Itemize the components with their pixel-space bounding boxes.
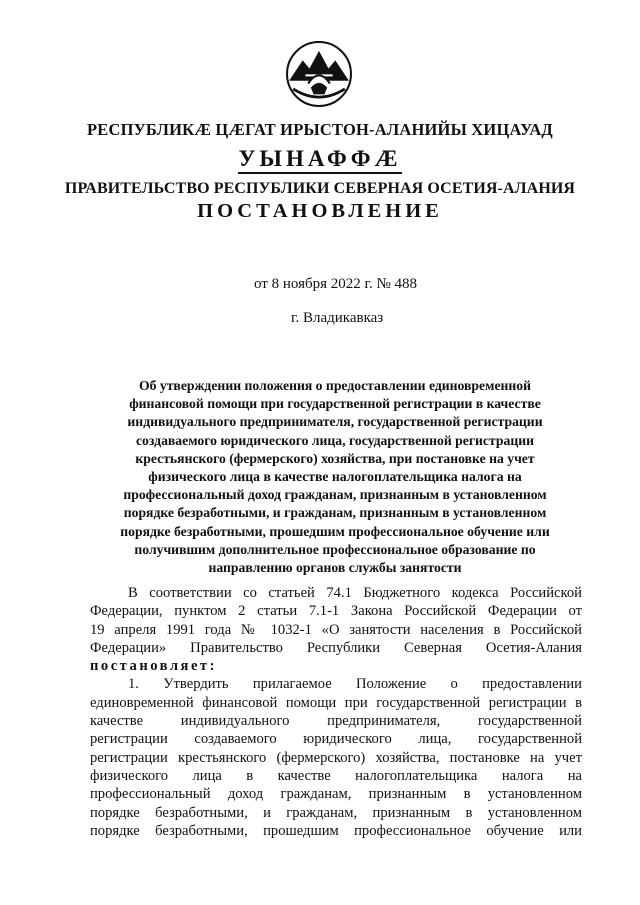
subject-line: создаваемого юридического лица, государственной регистрации — [135, 432, 535, 448]
body-text — [90, 584, 582, 840]
doc-type-russian: ПОСТАНОВЛЕНИЕ — [197, 200, 443, 222]
subject-line: крестьянского (фермерского) хозяйства, при постановке на учет — [135, 450, 535, 466]
subject-line: порядке безработными, и гражданам, признанным в установленном — [123, 505, 547, 521]
subject-line: физического лица в качестве налогоплательщика налога на — [148, 469, 522, 485]
body-line: порядке безработными, и гражданам, признанным в установленном — [90, 804, 582, 821]
body-line: 1. Утвердить прилагаемое Положение о предоставлении — [128, 676, 582, 693]
body-line: единовременной финансовой помощи при государственной регистрации в — [90, 694, 582, 711]
subject-line: финансовой помощи при государственной регистрации в качестве — [129, 396, 541, 412]
doc-type-ossetian — [0, 146, 640, 172]
body-line: физического лица в качестве налогоплательщика налога на — [90, 767, 582, 784]
subject-line: профессиональный доход гражданам, признанным в установленном — [123, 487, 547, 503]
subject-block — [90, 377, 580, 577]
body-line: регистрации создаваемого юридического лица, государственной — [90, 731, 582, 748]
government-title-russian: ПРАВИТЕЛЬСТВО РЕСПУБЛИКИ СЕВЕРНАЯ ОСЕТИЯ-АЛАНИЯ — [64, 180, 576, 197]
coat-of-arms-emblem-icon — [285, 40, 353, 108]
subject-line: Об утверждении положения о предоставлении единовременной — [138, 378, 532, 393]
body-line: качестве индивидуального предпринимателя, государственной — [90, 713, 582, 730]
date-number: от 8 ноября 2022 г. № 488 — [254, 276, 418, 292]
doc-type-ossetian-text: УЫНАФФÆ — [238, 146, 401, 174]
subject-line: получившим дополнительное профессиональное образование по — [134, 541, 536, 557]
subject-line: индивидуального предпринимателя, государственной регистрации — [127, 414, 543, 430]
body-line: порядке безработными, прошедшим профессиональное обучение или — [90, 822, 582, 839]
body-line: Федерации» Правительство Республики Северная Осетия-Алания — [90, 639, 582, 656]
body-line: профессиональный доход гражданам, признанным в установленном — [90, 786, 582, 803]
subject-line: порядке безработными, прошедшим профессиональное обучение или — [120, 523, 550, 539]
city: г. Владикавказ — [291, 310, 384, 326]
body-line: 19 апреля 1991 года № 1032-1 «О занятости населения в Российской — [90, 621, 582, 638]
body-line: В соответствии со статьей 74.1 Бюджетного кодекса Российской — [128, 585, 582, 601]
republic-title-ossetian: РЕСПУБЛИКÆ ЦÆГАТ ИРЫСТОН-АЛАНИЙЫ ХИЦАУАД — [86, 120, 553, 139]
body-line: Федерации, пунктом 2 статьи 7.1-1 Закона Российской Федерации от — [90, 603, 582, 620]
body-line: регистрации крестьянского (фермерского) хозяйства, постановке на учет — [90, 749, 582, 766]
body-line-decree: постановляет: — [90, 658, 217, 675]
subject-line: направлению органов службы занятости — [208, 560, 462, 576]
